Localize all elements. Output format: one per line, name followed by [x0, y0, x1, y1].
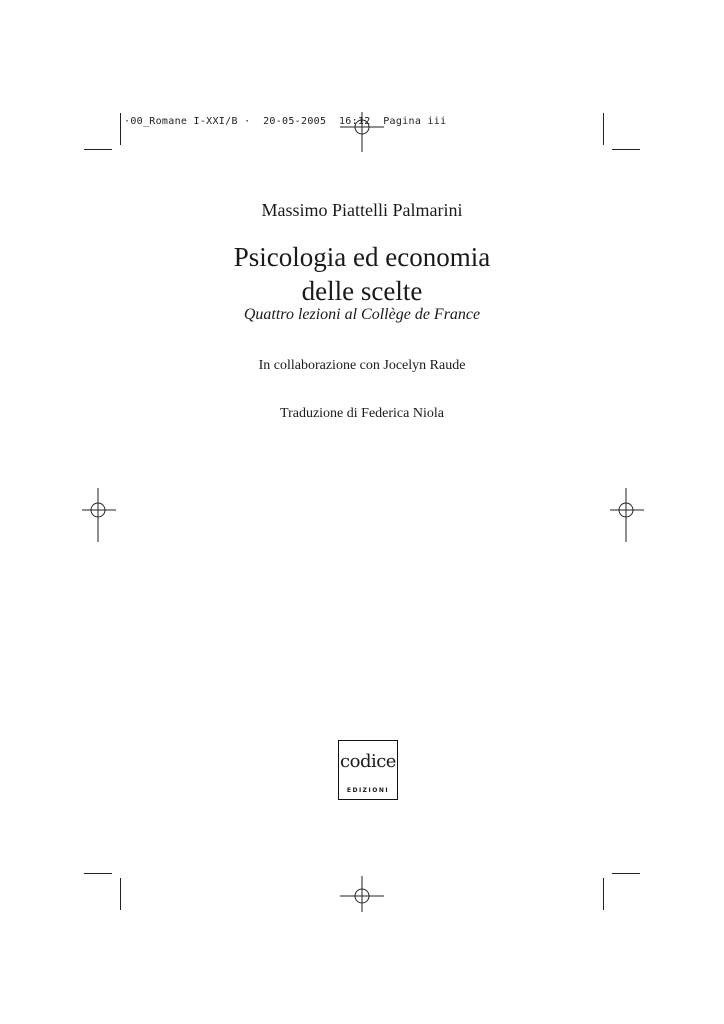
publisher-logo [338, 740, 398, 800]
logo-wordmark: codice [340, 751, 396, 772]
registration-mark-icon [610, 488, 644, 542]
slug-file: ·00_Romane I-XXI/B · [124, 116, 251, 127]
registration-mark-icon [340, 112, 384, 152]
book-title [0, 240, 724, 308]
slug-page: Pagina iii [383, 116, 447, 127]
logo-subtitle: EDIZIONI [346, 787, 390, 794]
crop-mark-icon [603, 113, 604, 145]
registration-mark-icon [340, 876, 384, 912]
printer-slug [124, 116, 446, 127]
crop-mark-icon [84, 149, 112, 150]
title-line-1: Psicologia ed economia [233, 242, 491, 272]
slug-date: 20-05-2005 [263, 116, 327, 127]
crop-mark-icon [120, 878, 121, 910]
author-name: Massimo Piattelli Palmarini [261, 200, 463, 220]
registration-mark-icon [82, 488, 116, 542]
collaboration-credit: In collaborazione con Jocelyn Raude [258, 358, 466, 373]
title-line-2: delle scelte [301, 276, 423, 306]
slug-time: 16:12 [338, 116, 371, 127]
crop-mark-icon [120, 113, 121, 145]
crop-mark-icon [612, 873, 640, 874]
crop-mark-icon [84, 873, 112, 874]
crop-mark-icon [612, 149, 640, 150]
crop-mark-icon [603, 878, 604, 910]
translation-credit: Traduzione di Federica Niola [280, 406, 444, 421]
book-subtitle: Quattro lezioni al Collège de France [243, 306, 481, 323]
